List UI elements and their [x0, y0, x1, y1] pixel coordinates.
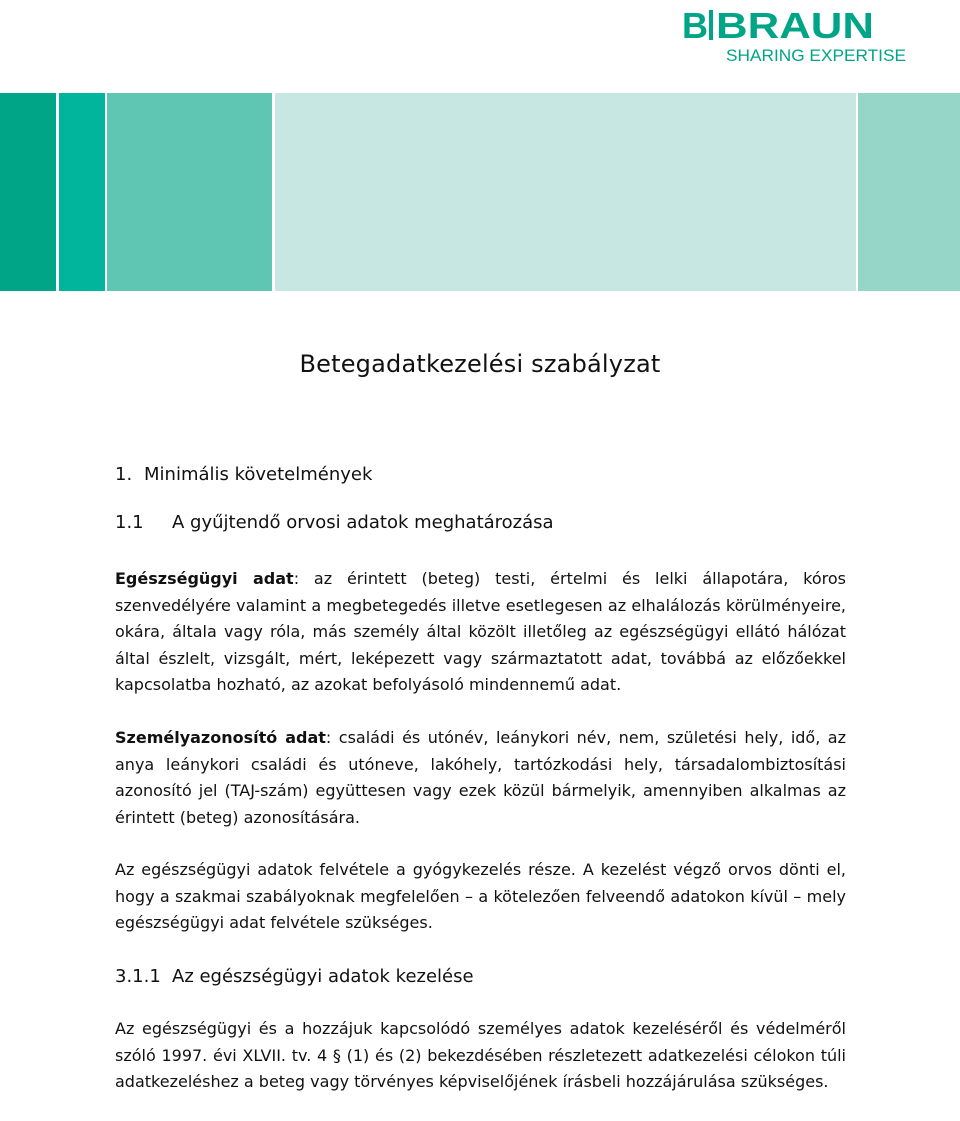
definition-identity-data: : családi és utónév, leánykori név, nem, születési hely, idő, az anya leánykori családi és utóneve, lakóhely, tartózkodási hely, társadalombiztosítási azonosító jel (TAJ-szám) együttesen vagy ezek közül bármelyik, amennyiben alkalmas az érintett (beteg) azonosítására.: [115, 728, 846, 827]
term-identity-data: Személyazonosító adat: [115, 728, 326, 747]
banner-band-2: [59, 93, 105, 291]
section-number: 1.1: [115, 512, 144, 533]
banner-band-3: [107, 93, 272, 291]
section-heading-3-1-1: [115, 966, 474, 987]
document-title: Betegadatkezelési szabályzat: [299, 350, 661, 378]
logo-tagline: SHARING EXPERTISE: [726, 46, 906, 65]
header-banner: [0, 93, 960, 291]
banner-band-1: [0, 93, 56, 291]
section-number: 1.: [115, 464, 133, 485]
logo-divider: [709, 10, 713, 40]
logo-brand-name: BRAUN: [716, 6, 874, 46]
banner-band-4: [275, 93, 856, 291]
paragraph-data-handling: Az egészségügyi és a hozzájuk kapcsolódó személyes adatok kezeléséről és védelméről szóló 1997. évi XLVII. tv. 4 § (1) és (2) bekezdésében részletezett adatkezelési célokon túli adatkezeléshez a beteg vagy törvényes képviselőjének írásbeli hozzájárulása szükséges.: [115, 1019, 846, 1091]
section-number: 3.1.1: [115, 966, 161, 987]
banner-band-5: [858, 93, 960, 291]
section-title: Az egészségügyi adatok kezelése: [172, 966, 474, 987]
paragraph-health-data: [115, 566, 846, 699]
section-heading-1: [115, 464, 372, 485]
section-title: Minimális követelmények: [144, 464, 373, 485]
definition-health-data: : az érintett (beteg) testi, értelmi és lelki állapotára, kóros szenvedélyére valamint a megbetegedés illetve esetlegesen az elhalálozás körülményeire, okára, általa vagy róla, más személy által közölt illetőleg az egészségügyi ellátó hálózat által észlelt, vizsgált, mért, leképezett vagy származtatott adat, továbbá az előzőekkel kapcsolatba hozható, az azokat befolyásoló mindennemű adat.: [115, 569, 847, 694]
term-health-data: Egészségügyi adat: [115, 569, 294, 588]
section-heading-1-1: [115, 512, 554, 533]
logo-graphic: [682, 6, 912, 66]
paragraph-data-recording: Az egészségügyi adatok felvétele a gyógykezelés része. A kezelést végző orvos dönti el, hogy a szakmai szabályoknak megfelelően – a kötelezően felveendő adatokon kívül – mely egészségügyi adat felvétele szükséges.: [115, 860, 846, 932]
logo-b: B: [682, 6, 708, 46]
paragraph-identity-data: [115, 725, 846, 831]
bbraun-logo: [682, 6, 912, 66]
section-title: A gyűjtendő orvosi adatok meghatározása: [172, 512, 554, 533]
